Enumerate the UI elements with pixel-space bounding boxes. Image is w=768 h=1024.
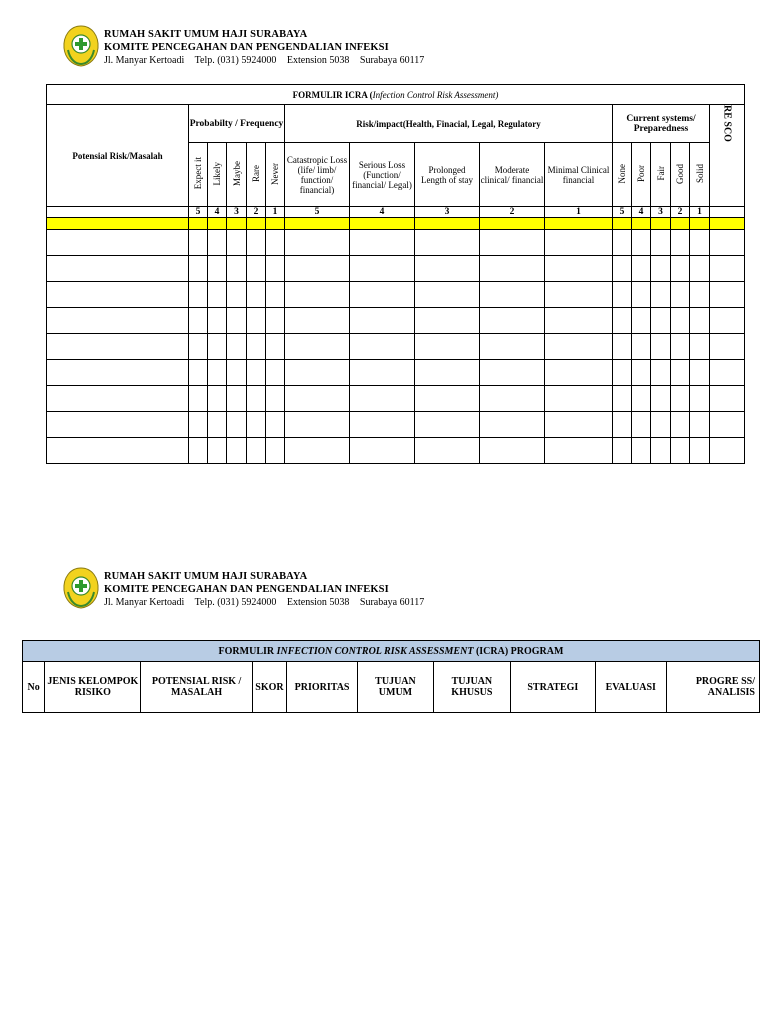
impact-catastropic: Catastropic Loss (life/ limb/ function/ financial) [285,143,350,207]
impact-minimal: Minimal Clinical financial [545,143,613,207]
current-good-label: Good [675,163,685,184]
committee-name: KOMITE PENCEGAHAN DAN PENGENDALIAN INFEKSI [104,42,389,53]
letterhead-bottom [62,566,482,612]
city: Surabaya 60117 [359,55,425,66]
impact-prolonged: Prolonged Length of stay [415,143,480,207]
current-none [613,143,632,207]
prob-never-label: Never [270,162,280,185]
current-none-label: None [617,163,627,184]
current-good [671,143,690,207]
group-probability: Probabilty / Frequency [189,105,285,143]
prob-rare-label: Rare [251,165,261,182]
icra-program-table [22,640,760,713]
hospital-name: RUMAH SAKIT UMUM HAJI SURABAYA [104,29,308,40]
highlight-row [47,218,745,230]
address: Jl. Manyar Kertoadi [104,55,185,66]
prob-maybe [227,143,247,207]
table-row[interactable] [47,386,745,412]
prob-never [266,143,285,207]
col-tujuan-umum: TUJUAN UMUM [358,662,434,713]
col-tujuan-khusus: TUJUAN KHUSUS [433,662,510,713]
address: Jl. Manyar Kertoadi [104,597,185,608]
score-cell: 5 [613,207,632,218]
score-cell: 3 [651,207,671,218]
table-row[interactable] [47,360,745,386]
extension: Extension 5038 [286,597,350,608]
hospital-logo-icon [62,24,100,68]
score-cell: 5 [189,207,208,218]
icra-title-italic: Infection Control Risk Assessment) [372,89,499,100]
icra-title-bold: FORMULIR ICRA ( [292,89,373,100]
committee-name: KOMITE PENCEGAHAN DAN PENGENDALIAN INFEKSI [104,584,389,595]
address-line [104,55,432,66]
col-prioritas: PRIORITAS [287,662,358,713]
group-impact: Risk/impact(Health, Finacial, Legal, Regulatory [285,105,613,143]
program-title-pre: FORMULIR [218,645,277,657]
prob-likely-label: Likely [212,161,222,186]
program-title-post: (ICRA) PROGRAM [473,645,564,657]
score-cell: 3 [227,207,247,218]
program-title [23,641,760,662]
score-cell: 1 [545,207,613,218]
score-cell: 5 [285,207,350,218]
letterhead-top [62,24,482,70]
table-row[interactable] [47,334,745,360]
risk-score-label: RE SCO [721,105,733,142]
table-row[interactable] [47,438,745,464]
icra-form-table [46,84,745,464]
score-cell: 4 [632,207,651,218]
address-line [104,597,432,608]
prob-expect [189,143,208,207]
table-row[interactable] [47,282,745,308]
col-risk-score [710,105,745,207]
icra-form-title [47,85,745,105]
score-cell: 2 [247,207,266,218]
col-skor: SKOR [252,662,286,713]
prob-expect-label: Expect it [193,157,203,190]
table-row[interactable] [47,256,745,282]
score-cell: 2 [480,207,545,218]
hospital-logo-icon [62,566,100,610]
score-cell: 1 [690,207,710,218]
score-cell: 4 [350,207,415,218]
program-title-italic: INFECTION CONTROL RISK ASSESSMENT [276,645,474,657]
col-no: No [23,662,45,713]
prob-rare [247,143,266,207]
current-solid [690,143,710,207]
score-cell: 3 [415,207,480,218]
table-row[interactable] [47,230,745,256]
score-cell: 4 [208,207,227,218]
prob-maybe-label: Maybe [231,161,242,186]
score-cell [47,207,189,218]
extension: Extension 5038 [286,55,350,66]
current-fair-label: Fair [655,166,666,181]
phone: Telp. (031) 5924000 [194,597,277,608]
score-cell [710,207,745,218]
table-row[interactable] [47,308,745,334]
current-poor-label: Poor [636,164,646,182]
impact-moderate: Moderate clinical/ financial [480,143,545,207]
current-poor [632,143,651,207]
score-cell: 1 [266,207,285,218]
col-jenis: JENIS KELOMPOK RISIKO [45,662,141,713]
group-current-systems: Current systems/ Preparedness [613,105,710,143]
col-potensial: POTENSIAL RISK / MASALAH [141,662,252,713]
col-evaluasi: EVALUASI [595,662,666,713]
score-numbers-row [47,207,745,218]
current-fair [651,143,671,207]
current-solid-label: Solid [694,163,705,183]
city: Surabaya 60117 [359,597,425,608]
impact-serious: Serious Loss (Function/ financial/ Legal) [350,143,415,207]
hospital-name: RUMAH SAKIT UMUM HAJI SURABAYA [104,571,308,582]
col-strategi: STRATEGI [510,662,595,713]
table-row[interactable] [47,412,745,438]
prob-likely [208,143,227,207]
score-cell: 2 [671,207,690,218]
col-progress: PROGRE SS/ ANALISIS [666,662,759,713]
phone: Telp. (031) 5924000 [194,55,277,66]
col-potential-risk: Potensial Risk/Masalah [47,105,189,207]
